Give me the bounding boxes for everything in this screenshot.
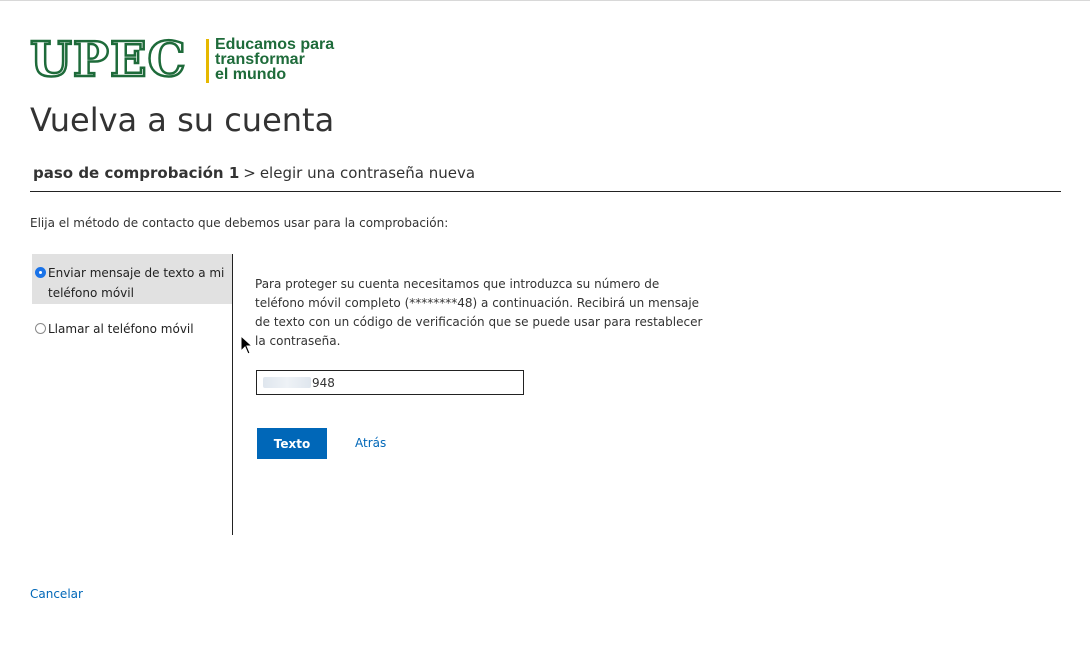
- mouse-cursor-icon: [240, 335, 254, 355]
- radio-unselected-icon[interactable]: [35, 323, 46, 334]
- back-link[interactable]: Atrás: [355, 436, 387, 450]
- option-call-mobile[interactable]: [32, 310, 232, 343]
- cancel-link[interactable]: Cancelar: [30, 587, 83, 601]
- option-send-text[interactable]: [32, 254, 232, 304]
- breadcrumb-next-step: elegir una contraseña nueva: [259, 164, 476, 182]
- breadcrumb-current-step: paso de comprobación 1: [33, 164, 240, 182]
- logo-wordmark: UPEC: [30, 32, 187, 88]
- logo-tagline: [215, 37, 355, 82]
- radio-selected-icon[interactable]: [35, 267, 46, 278]
- breadcrumb: [33, 164, 475, 182]
- header-divider: [30, 191, 1061, 192]
- tagline-line-2: transformar: [215, 51, 305, 68]
- instruction-text: Elija el método de contacto que debemos usar para la comprobación:: [30, 216, 449, 230]
- contact-method-list: [32, 254, 233, 535]
- logo-divider: [206, 39, 209, 83]
- phone-visible-digits: 948: [312, 375, 335, 390]
- option-send-text-label: Enviar mensaje de texto a mi teléfono móvil: [48, 266, 225, 300]
- send-text-button[interactable]: Texto: [257, 428, 327, 459]
- redacted-digits: [263, 377, 311, 388]
- verification-info-text: Para proteger su cuenta necesitamos que introduzca su número de teléfono móvil completo (********48) a continuación. Recibirá un mensaje de texto con un código de verificación que se puede usar para restablecer la contraseña.: [255, 277, 703, 348]
- breadcrumb-separator: >: [243, 164, 256, 182]
- page-title: Vuelva a su cuenta: [30, 101, 335, 139]
- tagline-line-1: Educamos para: [215, 36, 335, 53]
- option-call-mobile-label: Llamar al teléfono móvil: [48, 322, 194, 336]
- tagline-line-3: el mundo: [215, 66, 287, 83]
- phone-number-input[interactable]: [256, 370, 524, 395]
